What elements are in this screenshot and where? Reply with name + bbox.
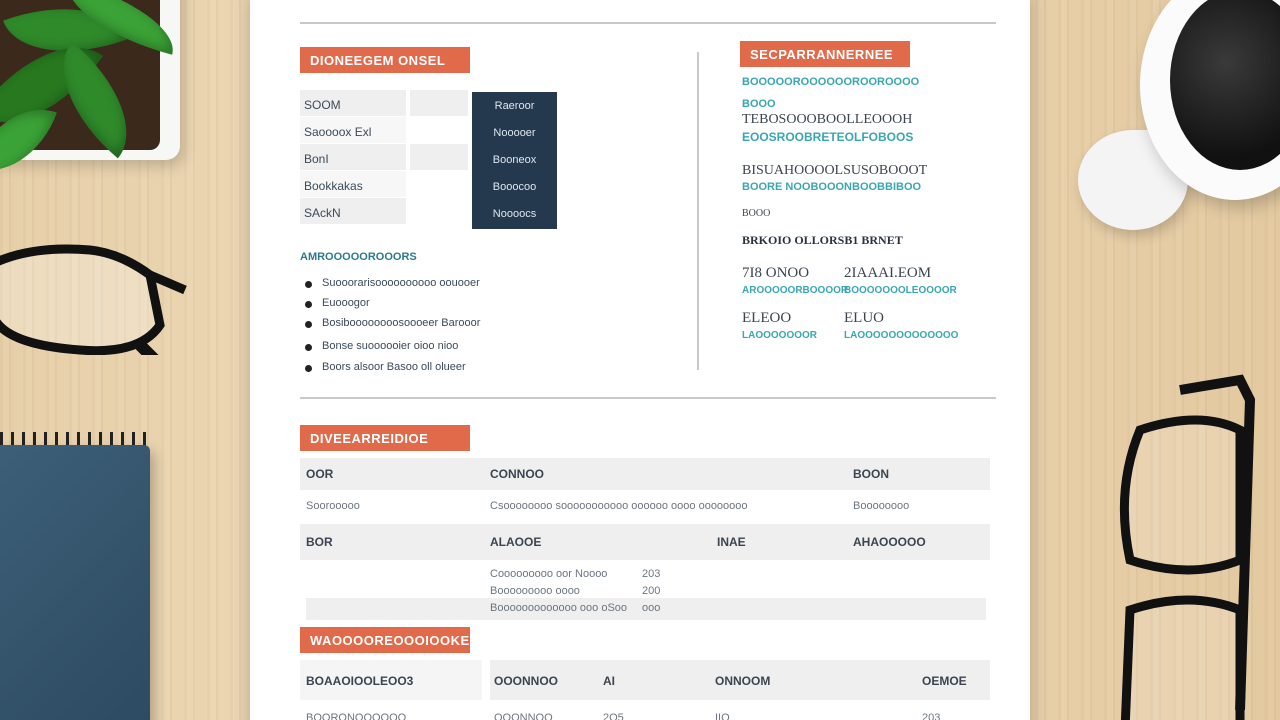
row-band <box>410 144 468 170</box>
divider <box>300 397 996 399</box>
badge: Booocoo <box>492 181 537 193</box>
detail-number: ooo <box>642 602 661 614</box>
table-cell: ALAOOE <box>490 535 542 549</box>
bullet-text: Bonse suoooooier oioo nioo <box>322 340 459 352</box>
stat-value: 2IAAAI.EOM <box>844 265 932 281</box>
table-cell: IIO <box>715 712 730 720</box>
table-cell: 2O5 <box>603 712 624 720</box>
bullet-icon <box>305 281 312 288</box>
badge: Booneox <box>492 154 537 166</box>
stat-caption: BOOOOOOOLEOOOOR <box>844 285 957 296</box>
badge: Noooocs <box>492 208 537 220</box>
section-title: DIONEEGEM ONSEL <box>300 47 470 73</box>
info-line: BOOO <box>742 98 776 110</box>
info-line: BRKOIO OLLORSB1 BRNET <box>742 233 903 247</box>
notebook <box>0 445 150 720</box>
table-header-cell: OOONNOO <box>494 674 559 688</box>
table-header-cell: OEMOE <box>922 674 967 688</box>
divider <box>300 22 996 24</box>
table-cell: Csoooooooo sooooooooooo oooooo oooo oooooooo <box>490 500 748 512</box>
stat-value: ELUO <box>844 310 884 326</box>
info-line: BOOOOOROOOOOOROOROOOO <box>742 76 920 88</box>
stat-caption: LAOOOOOOOR <box>742 330 817 341</box>
badge-column <box>472 92 557 229</box>
row-label: Saoooox Exl <box>304 125 372 139</box>
detail-number: 203 <box>642 568 661 580</box>
eyeglasses-icon <box>0 225 190 355</box>
row-label: SAckN <box>304 206 341 220</box>
table-cell: BOR <box>306 535 333 549</box>
section-title: SECPARRANNERNEE <box>740 41 910 67</box>
table-cell: BOORONOOOOOO <box>306 712 407 720</box>
detail-line: Booooooooo oooo <box>490 585 580 597</box>
row-label: SOOM <box>304 98 341 112</box>
table-cell: Soorooooo <box>306 500 360 512</box>
table-cell: 203 <box>922 712 941 720</box>
table-header-cell: BOON <box>853 467 889 481</box>
table-cell: AHAOOOOO <box>853 535 926 549</box>
table-header-cell: OOR <box>306 467 334 481</box>
info-line: EOOSROOBRETEOLFOBOOS <box>742 130 914 144</box>
bullet-text: Bosiboooooooosoooeer Barooor <box>322 317 481 329</box>
info-line: BOORE NOOBOOONBOOBBIBOO <box>742 181 922 193</box>
table-cell: OOONNOO <box>494 712 553 720</box>
bullet-icon <box>305 321 312 328</box>
stat-caption: LAOOOOOOOOOOOOO <box>844 330 959 341</box>
table-header-cell: BOAAOIOOLEOO3 <box>306 674 414 688</box>
info-line: TEBOSOOOBOOLLEOOOH <box>742 112 913 127</box>
row-label: BonI <box>304 152 329 166</box>
table-header-cell: CONNOO <box>490 467 544 481</box>
bullet-icon <box>305 344 312 351</box>
stat-value: 7I8 ONOO <box>742 265 810 281</box>
info-line: BISUAHOOOOLSUSOBOOOT <box>742 163 928 178</box>
badge: Nooooer <box>493 127 536 139</box>
info-line: BOOO <box>742 208 771 219</box>
badge: Raeroor <box>494 100 535 112</box>
bullet-text: Boors alsoor Basoo oll olueer <box>322 361 466 373</box>
row-label: Bookkakas <box>304 179 363 193</box>
subheading: AMROOOOOROOORS <box>300 251 417 263</box>
table-header-cell: AI <box>603 674 615 688</box>
row-band <box>410 90 468 116</box>
eyeglasses-icon <box>1110 370 1280 720</box>
stat-caption: AROOOOORBOOOOR <box>742 285 849 296</box>
bullet-icon <box>305 301 312 308</box>
bullet-text: Suooorarisoooooooooo oouooer <box>322 277 480 289</box>
column-divider <box>697 52 699 370</box>
resume-document <box>250 0 1030 720</box>
table-cell: INAE <box>717 535 746 549</box>
detail-line: Cooooooooo oor Noooo <box>490 568 608 580</box>
detail-number: 200 <box>642 585 661 597</box>
table-cell: Boooooooo <box>853 500 910 512</box>
bullet-text: Euooogor <box>322 297 370 309</box>
bullet-icon <box>305 365 312 372</box>
detail-line: Booooooooooooo ooo oSoo <box>490 602 628 614</box>
stat-value: ELEOO <box>742 310 792 326</box>
section-title: DIVEEARREIDIOE <box>300 425 470 451</box>
table-header-cell: ONNOOM <box>715 674 771 688</box>
section-title: WAOOOOREOOOIOOKE <box>300 627 470 653</box>
